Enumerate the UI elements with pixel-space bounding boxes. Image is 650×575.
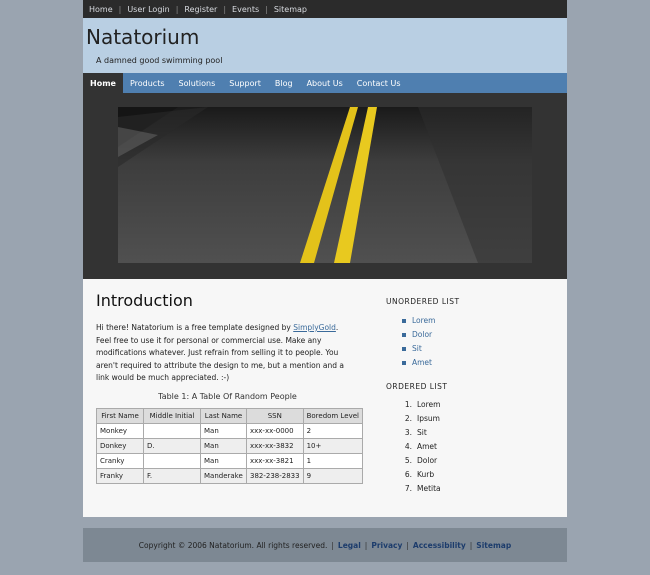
square-bullet-icon (402, 347, 406, 351)
table-cell: Man (201, 439, 247, 454)
copyright-text: Copyright © 2006 Natatorium. All rights reserved. (138, 540, 328, 550)
unordered-list (386, 316, 556, 372)
list-item (386, 414, 556, 428)
list-item-label: Amet (412, 358, 432, 367)
list-item (386, 456, 556, 470)
list-item (386, 428, 556, 442)
nav-item-about-us[interactable]: About Us (306, 78, 343, 88)
table-row (97, 454, 363, 469)
table-cell: D. (144, 439, 201, 454)
list-item-label: Sit (412, 344, 422, 353)
list-number: 2. (404, 414, 412, 423)
intro-text: Hi there! Natatorium is a free template designed by (96, 323, 294, 332)
list-item-label: Dolor (417, 456, 438, 465)
table-cell: Man (201, 454, 247, 469)
list-item (386, 484, 556, 498)
intro-text-continued: . Feel free to use it for personal or commercial use. Make any modifications whatever. Just refrain from selling it to people. You aren't required to attribute the design to me, but a mention and a link would be much appreciated. :-) (96, 323, 344, 382)
table-row (97, 439, 363, 454)
table-cell: Man (201, 424, 247, 439)
list-item[interactable] (412, 316, 556, 330)
list-item-label: Lorem (412, 316, 436, 325)
table-row (97, 424, 363, 439)
table-cell (144, 454, 201, 469)
top-link-sitemap[interactable]: Sitemap (273, 4, 307, 14)
page-container (83, 0, 567, 517)
list-item (386, 442, 556, 456)
square-bullet-icon (402, 319, 406, 323)
column-header: SSN (247, 409, 304, 424)
table-cell: 382-238-2833 (247, 469, 304, 484)
separator: | (331, 540, 334, 550)
top-navigation (83, 0, 567, 18)
nav-item-contact-us[interactable]: Contact Us (356, 78, 401, 88)
list-item[interactable] (412, 330, 556, 344)
site-footer (83, 528, 567, 562)
list-number: 6. (404, 470, 412, 479)
table-caption: Table 1: A Table Of Random People (158, 392, 297, 401)
list-item-label: Lorem (417, 400, 441, 409)
page-title: Introduction (96, 291, 193, 310)
people-table (96, 408, 363, 484)
separator: | (364, 540, 368, 550)
table-cell (144, 424, 201, 439)
table-cell: Manderake (201, 469, 247, 484)
table-cell: Franky (97, 469, 144, 484)
table-cell: 1 (303, 454, 362, 469)
list-number: 3. (404, 428, 412, 437)
road-photo (118, 107, 532, 263)
table-cell: xxx-xx-3832 (247, 439, 304, 454)
ordered-list (386, 400, 556, 498)
table-cell: 2 (303, 424, 362, 439)
footer-link-accessibility[interactable]: Accessibility (412, 540, 466, 550)
list-number: 1. (404, 400, 412, 409)
table-cell: 10+ (303, 439, 362, 454)
list-item[interactable] (412, 358, 556, 372)
square-bullet-icon (402, 361, 406, 365)
ordered-list-heading: ORDERED LIST (386, 382, 448, 391)
table-cell: xxx-xx-0000 (247, 424, 304, 439)
site-header (83, 18, 567, 73)
content-area (83, 279, 567, 517)
separator: | (469, 540, 473, 550)
column-header: First Name (97, 409, 144, 424)
list-item[interactable] (412, 344, 556, 358)
footer-link-sitemap[interactable]: Sitemap (476, 540, 512, 550)
table-header-row (97, 409, 363, 424)
table-cell: Donkey (97, 439, 144, 454)
nav-item-solutions[interactable]: Solutions (178, 78, 216, 88)
nav-item-home[interactable]: Home (83, 73, 123, 93)
column-header: Middle Initial (144, 409, 201, 424)
list-item (386, 470, 556, 484)
list-item-label: Kurb (417, 470, 435, 479)
nav-item-blog[interactable]: Blog (274, 78, 293, 88)
unordered-list-heading: UNORDERED LIST (386, 297, 460, 306)
table-cell: xxx-xx-3821 (247, 454, 304, 469)
footer-link-privacy[interactable]: Privacy (371, 540, 403, 550)
column-header: Boredom Level (303, 409, 362, 424)
separator: | (406, 540, 409, 550)
table-cell: F. (144, 469, 201, 484)
separator: | (175, 4, 179, 14)
site-title[interactable]: Natatorium (86, 25, 200, 49)
banner (83, 93, 567, 279)
separator: | (223, 4, 227, 14)
site-tagline: A damned good swimming pool (96, 56, 223, 65)
top-link-register[interactable]: Register (184, 4, 218, 14)
intro-paragraph (96, 322, 353, 385)
table-cell: 9 (303, 469, 362, 484)
table-row (97, 469, 363, 484)
table-cell: Monkey (97, 424, 144, 439)
column-header: Last Name (201, 409, 247, 424)
separator: | (265, 4, 268, 14)
separator: | (118, 4, 122, 14)
main-navigation (83, 73, 567, 93)
sidebar (386, 297, 556, 498)
list-number: 7. (404, 484, 412, 493)
list-number: 5. (404, 456, 412, 465)
top-link-user-login[interactable]: User Login (127, 4, 170, 14)
top-link-events[interactable]: Events (232, 4, 260, 14)
table-cell: Cranky (97, 454, 144, 469)
list-item-label: Dolor (412, 330, 433, 339)
simplygold-link[interactable]: SimplyGold (293, 323, 336, 332)
list-item-label: Ipsum (417, 414, 440, 423)
top-link-home[interactable]: Home (89, 4, 113, 14)
list-item (386, 400, 556, 414)
nav-item-products[interactable]: Products (129, 78, 165, 88)
nav-item-support[interactable]: Support (229, 78, 261, 88)
list-item-label: Amet (417, 442, 437, 451)
list-item-label: Metita (417, 484, 441, 493)
road-image (118, 107, 532, 263)
list-item-label: Sit (417, 428, 427, 437)
list-number: 4. (404, 442, 412, 451)
square-bullet-icon (402, 333, 406, 337)
footer-link-legal[interactable]: Legal (337, 540, 361, 550)
